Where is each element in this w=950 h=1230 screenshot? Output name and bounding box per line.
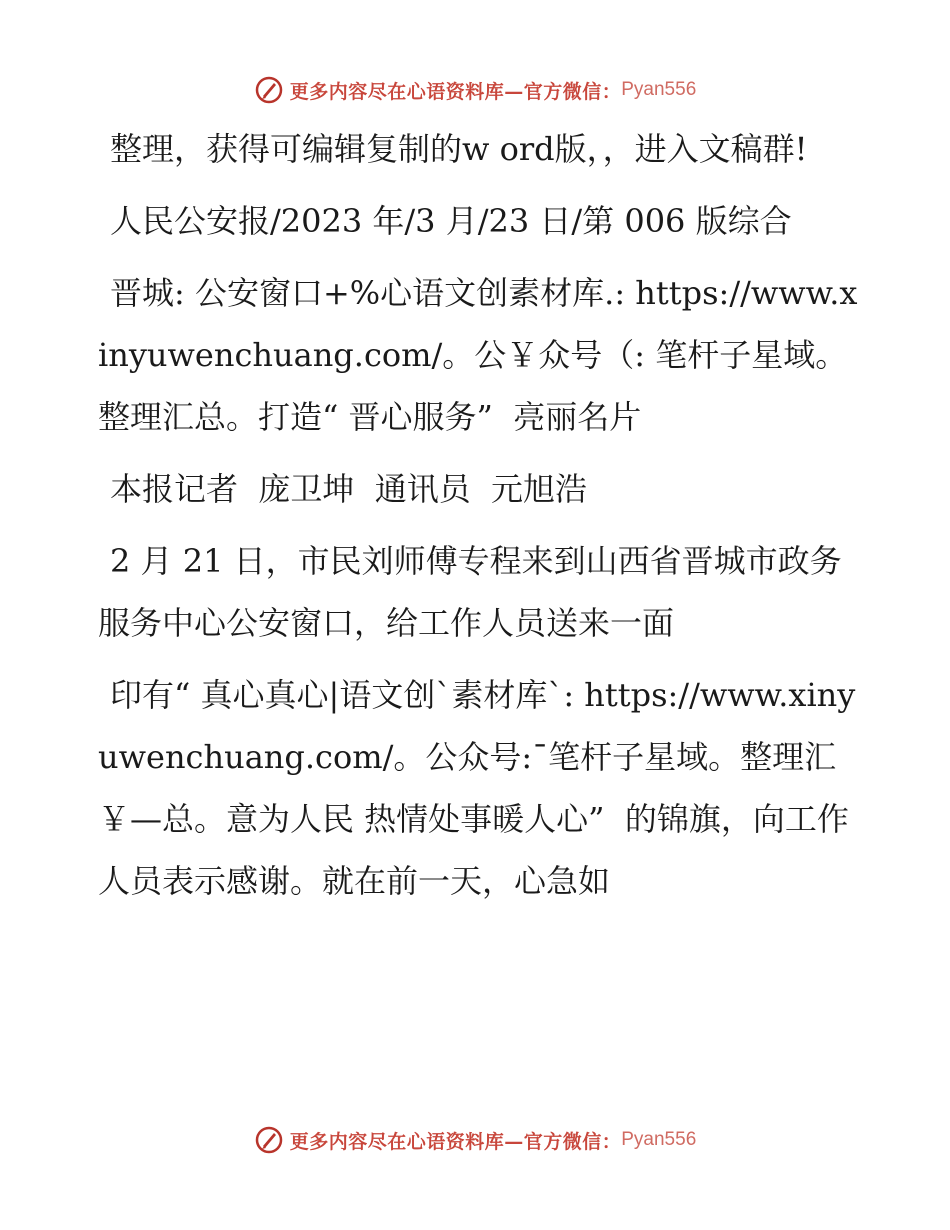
paragraph-6: 印有“ 真心真心|语文创`素材库`: https://www.xinyuwenchuang.com/。公众号:¯笔杆子星域。整理汇￥—总。意为人民 热情处事暖人心” 的锦旗，向工作人员表示感谢。就在前一天，心急如 <box>98 676 856 900</box>
document-body <box>98 118 858 922</box>
banner-text: 更多内容尽在心语资料库—官方微信： <box>289 1130 622 1153</box>
header-banner <box>0 70 950 110</box>
banner-wechat-id: Pyan556 <box>621 1129 697 1150</box>
paragraph-1: 整理，获得可编辑复制的w ord版，，进入文稿群! <box>110 130 808 168</box>
paragraph-2: 人民公安报/2023 年/3 月/23 日/第 006 版综合 <box>110 202 792 240</box>
paragraph-4: 本报记者 庞卫坤 通讯员 元旭浩 <box>110 470 588 508</box>
quill-logo-icon <box>254 75 284 105</box>
quill-logo-icon <box>254 1125 284 1155</box>
footer-banner <box>0 1120 950 1160</box>
banner-text: 更多内容尽在心语资料库—官方微信： <box>289 80 622 103</box>
banner-wechat-id: Pyan556 <box>621 79 697 100</box>
paragraph-5: 2 月 21 日，市民刘师傅专程来到山西省晋城市政务服务中心公安窗口，给工作人员送来一面 <box>98 542 842 642</box>
paragraph-3: 晋城: 公安窗口+%心语文创素材库.: https://www.xinyuwenchuang.com/。公￥众号（: 笔杆子星域。整理汇总。打造“ 晋心服务” 亮丽名片 <box>98 274 858 436</box>
